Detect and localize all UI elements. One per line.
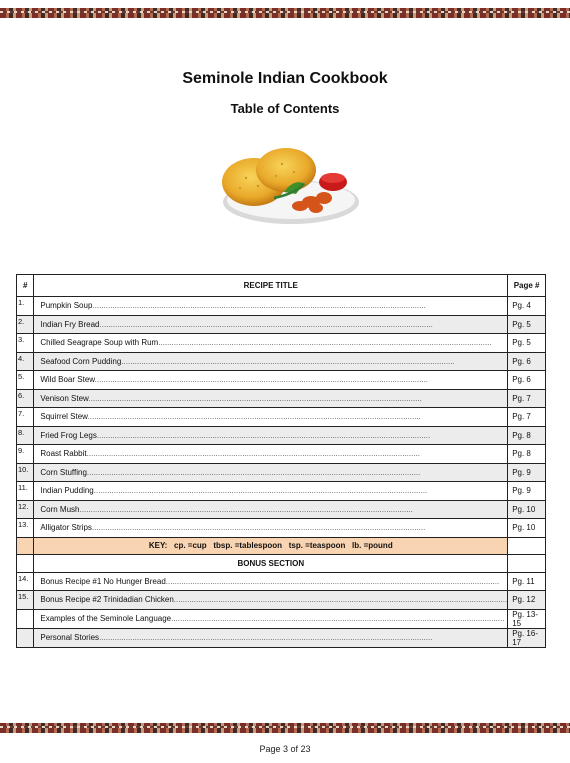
page-reference: Pg. 9 xyxy=(508,482,546,501)
dot-leader: ...................................................................................................................................................... xyxy=(88,393,422,403)
row-number: 9. xyxy=(17,445,34,464)
row-number xyxy=(17,628,34,647)
recipe-title: Indian Fry Bread xyxy=(40,319,100,329)
dot-leader: ...................................................................................................................................................... xyxy=(86,467,421,477)
row-number: 6. xyxy=(17,389,34,408)
document-title: Seminole Indian Cookbook xyxy=(182,70,388,87)
table-row xyxy=(17,408,546,427)
recipe-title-cell xyxy=(34,519,508,538)
table-row xyxy=(17,426,546,445)
dot-leader: ...................................................................................................................................................... xyxy=(121,356,455,366)
recipe-title: Corn Mush xyxy=(40,504,80,514)
page-reference: Pg. 5 xyxy=(508,334,546,353)
recipe-title-cell xyxy=(34,628,508,647)
recipe-title: Seafood Corn Pudding xyxy=(40,356,122,366)
bonus-section-row xyxy=(17,555,546,573)
row-number: 2. xyxy=(17,315,34,334)
recipe-title: Personal Stories xyxy=(40,633,100,642)
column-header-page: Page # xyxy=(508,275,546,297)
recipe-title: Pumpkin Soup xyxy=(40,301,93,311)
decorative-border-bottom xyxy=(0,723,570,733)
recipe-title-cell xyxy=(34,609,508,628)
row-number: 1. xyxy=(17,297,34,316)
recipe-title-cell xyxy=(34,352,508,371)
page-reference: Pg. 8 xyxy=(508,426,546,445)
document-subtitle: Table of Contents xyxy=(230,101,340,116)
table-row xyxy=(17,500,546,519)
recipe-title-cell xyxy=(34,334,508,353)
table-row xyxy=(17,591,546,610)
row-number: 5. xyxy=(17,371,34,390)
dot-leader: ...................................................................................................................................................... xyxy=(93,486,428,496)
page-reference: Pg. 10 xyxy=(508,519,546,538)
table-row xyxy=(17,334,546,353)
food-plate-illustration xyxy=(216,140,362,230)
column-header-number: # xyxy=(17,275,34,297)
row-number: 12. xyxy=(17,500,34,519)
bonus-row-spacer xyxy=(508,555,546,573)
row-number xyxy=(17,609,34,628)
row-number: 13. xyxy=(17,519,34,538)
recipe-title: Chilled Seagrape Soup with Rum xyxy=(40,338,159,348)
dot-leader: ...................................................................................................................................................... xyxy=(94,375,429,385)
table-row xyxy=(17,371,546,390)
table-header-row xyxy=(17,275,546,297)
recipe-title: Bonus Recipe #2 Trinidadian Chicken xyxy=(40,595,174,605)
recipe-title: Fried Frog Legs xyxy=(40,430,97,440)
recipe-title-cell xyxy=(34,591,508,610)
recipe-title: Venison Stew xyxy=(40,393,89,403)
recipe-title-cell xyxy=(34,482,508,501)
recipe-title-cell xyxy=(34,389,508,408)
dot-leader: ...................................................................................................................................................... xyxy=(79,504,413,514)
recipe-title-cell xyxy=(34,371,508,390)
column-header-recipe-title: RECIPE TITLE xyxy=(34,275,508,297)
page-reference: Pg. 7 xyxy=(508,389,546,408)
recipe-title-cell xyxy=(34,315,508,334)
table-row xyxy=(17,389,546,408)
recipe-title: Examples of the Seminole Language xyxy=(40,614,172,623)
page-reference: Pg. 13-15 xyxy=(508,609,546,628)
table-row xyxy=(17,519,546,538)
page-reference: Pg. 16-17 xyxy=(508,628,546,647)
page-reference: Pg. 7 xyxy=(508,408,546,427)
recipe-title-cell xyxy=(34,445,508,464)
decorative-border-top xyxy=(0,8,570,18)
page-reference: Pg. 11 xyxy=(508,572,546,591)
page-reference: Pg. 4 xyxy=(508,297,546,316)
dot-leader: ...................................................................................................................................................... xyxy=(99,633,433,642)
page-reference: Pg. 6 xyxy=(508,371,546,390)
recipe-title: Alligator Strips xyxy=(40,523,92,533)
page-reference: Pg. 6 xyxy=(508,352,546,371)
recipe-title-cell xyxy=(34,463,508,482)
dot-leader: ...................................................................................................................................................... xyxy=(99,319,433,329)
dot-leader: ...................................................................................................................................................... xyxy=(158,338,492,348)
table-row xyxy=(17,352,546,371)
row-number: 8. xyxy=(17,426,34,445)
table-row xyxy=(17,463,546,482)
dot-leader: ...................................................................................................................................................... xyxy=(173,595,508,605)
dot-leader: ...................................................................................................................................................... xyxy=(87,412,421,422)
page-reference: Pg. 9 xyxy=(508,463,546,482)
recipe-title: Bonus Recipe #1 No Hunger Bread xyxy=(40,576,166,586)
recipe-title: Wild Boar Stew xyxy=(40,375,95,385)
row-number: 4. xyxy=(17,352,34,371)
page-reference: Pg. 5 xyxy=(508,315,546,334)
key-row-spacer xyxy=(17,537,34,555)
key-row-spacer xyxy=(508,537,546,555)
recipe-title-cell xyxy=(34,408,508,427)
recipe-title-cell xyxy=(34,297,508,316)
recipe-title: Roast Rabbit xyxy=(40,449,87,459)
bonus-row-spacer xyxy=(17,555,34,573)
table-of-contents xyxy=(16,274,546,648)
recipe-title: Indian Pudding xyxy=(40,486,94,496)
page-reference: Pg. 10 xyxy=(508,500,546,519)
row-number: 10. xyxy=(17,463,34,482)
table-row xyxy=(17,572,546,591)
row-number: 11. xyxy=(17,482,34,501)
dot-leader: ...................................................................................................................................................... xyxy=(96,430,431,440)
dot-leader: ...................................................................................................................................................... xyxy=(86,449,421,459)
dot-leader: ...................................................................................................................................................... xyxy=(91,523,426,533)
row-number: 7. xyxy=(17,408,34,427)
page-reference: Pg. 8 xyxy=(508,445,546,464)
dot-leader: ...................................................................................................................................................... xyxy=(165,576,500,586)
table-row xyxy=(17,628,546,647)
page-number: Page 3 of 23 xyxy=(259,744,311,754)
recipe-title: Squirrel Stew xyxy=(40,412,88,422)
page-reference: Pg. 12 xyxy=(508,591,546,610)
bonus-section-heading: BONUS SECTION xyxy=(34,555,508,573)
key-row xyxy=(17,537,546,555)
dot-leader: ...................................................................................................................................................... xyxy=(92,301,426,311)
table-row xyxy=(17,297,546,316)
abbreviation-key: KEY: cp. =cup tbsp. =tablespoon tsp. =teaspoon lb. =pound xyxy=(34,537,508,555)
table-row xyxy=(17,445,546,464)
table-row xyxy=(17,315,546,334)
recipe-title-cell xyxy=(34,500,508,519)
recipe-title-cell xyxy=(34,426,508,445)
dot-leader: ...................................................................................................................................................... xyxy=(171,614,505,623)
row-number: 3. xyxy=(17,334,34,353)
recipe-title: Corn Stuffing xyxy=(40,467,87,477)
table-row xyxy=(17,609,546,628)
row-number: 14. xyxy=(17,572,34,591)
row-number: 15. xyxy=(17,591,34,610)
table-row xyxy=(17,482,546,501)
recipe-title-cell xyxy=(34,572,508,591)
